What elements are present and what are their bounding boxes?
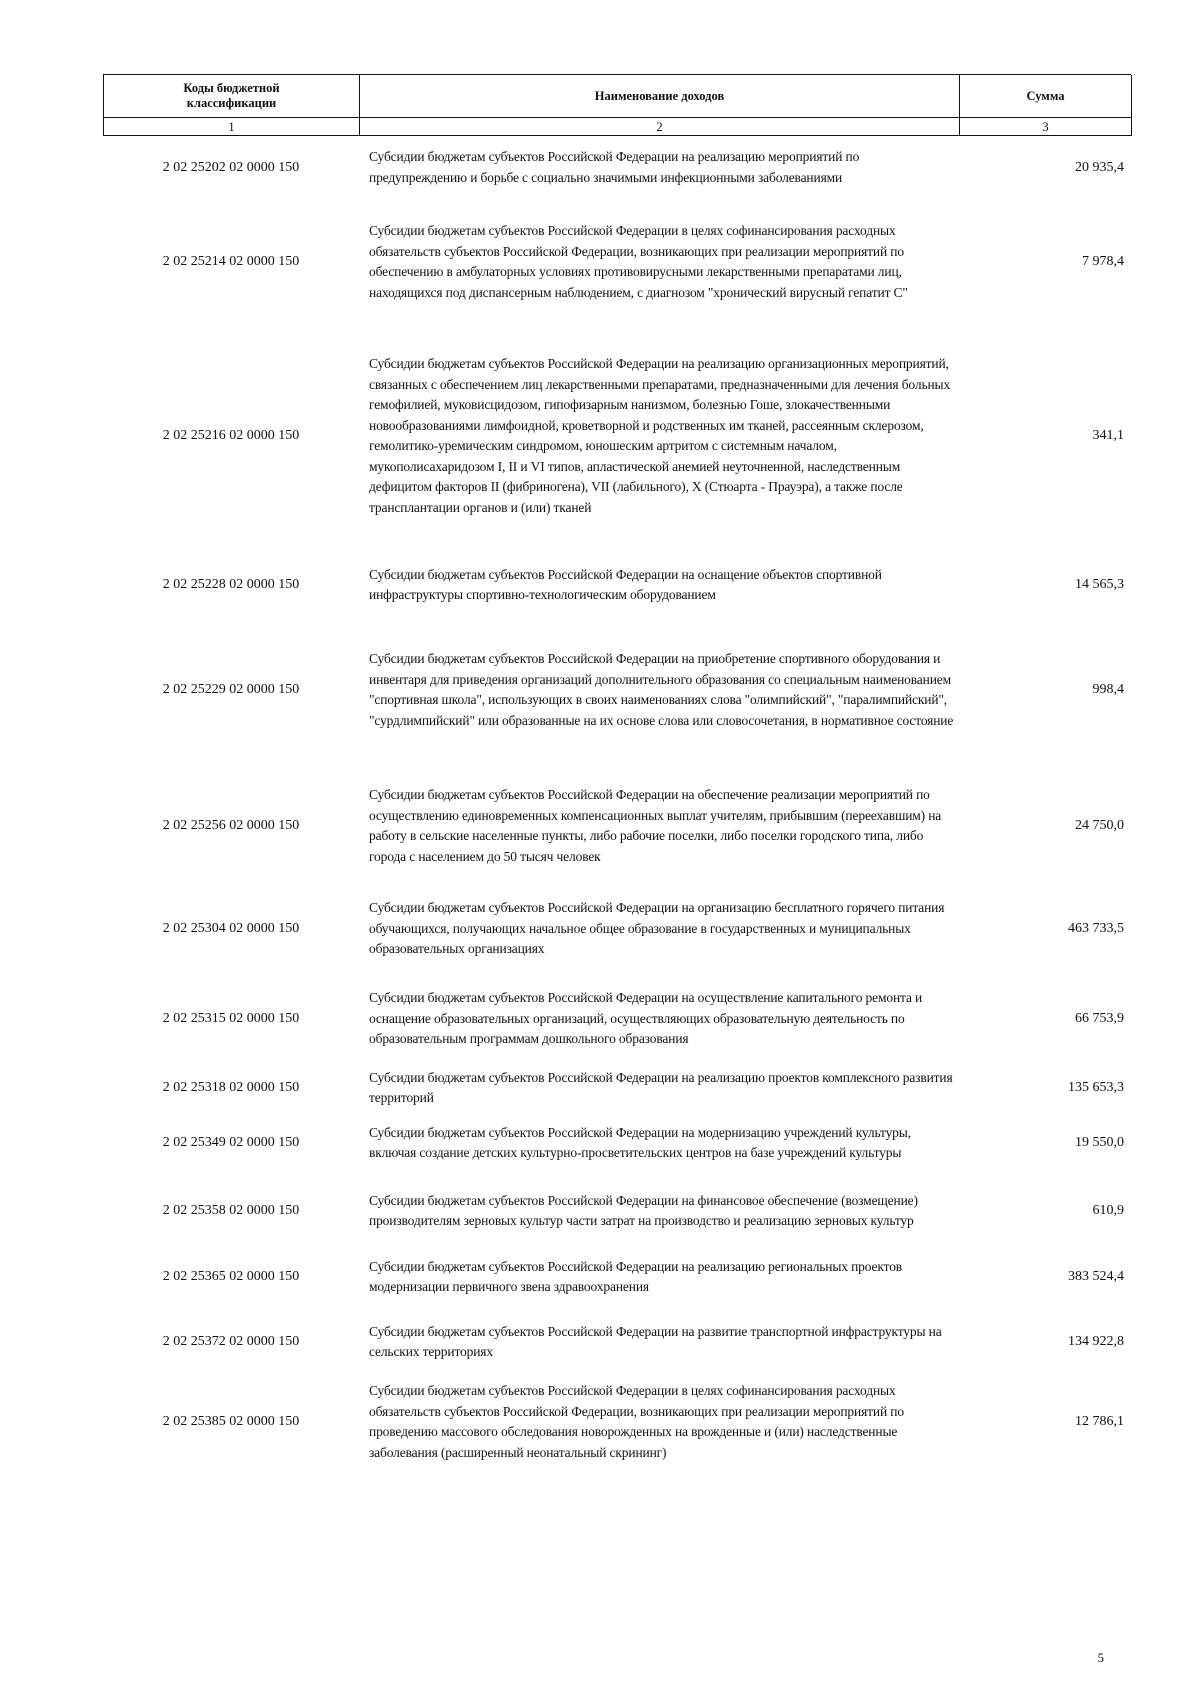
row-code: 2 02 25385 02 0000 150 xyxy=(162,1414,300,1429)
table-row xyxy=(103,562,1131,608)
row-name: Субсидии бюджетам субъектов Российской Федерации на приобретение спортивного оборудования и инвентаря для приведения организаций дополнительного образования со специальным наименованием "спортивная школа", использующих в своих наименованиях слова "олимпийский", "паралимпийский", "сурдлимпийский" или образованные на их основе слова или словосочетания, в нормативное состояние xyxy=(369,651,954,728)
table-row xyxy=(103,1110,1131,1176)
row-code: 2 02 25304 02 0000 150 xyxy=(162,921,300,936)
row-sum: 20 935,4 xyxy=(1075,159,1124,175)
row-code: 2 02 25372 02 0000 150 xyxy=(162,1334,300,1349)
row-name: Субсидии бюджетам субъектов Российской Федерации на реализацию региональных проектов модернизации первичного звена здравоохранения xyxy=(369,1258,903,1294)
row-code: 2 02 25318 02 0000 150 xyxy=(162,1080,300,1095)
row-code: 2 02 25365 02 0000 150 xyxy=(162,1269,300,1284)
row-sum: 134 922,8 xyxy=(1068,1334,1124,1349)
table-row xyxy=(103,136,1131,199)
page-number: 5 xyxy=(1097,1650,1104,1665)
row-code: 2 02 25315 02 0000 150 xyxy=(162,1011,300,1026)
row-code: 2 02 25349 02 0000 150 xyxy=(162,1135,300,1150)
header-number-code: 1 xyxy=(104,118,360,136)
row-name: Субсидии бюджетам субъектов Российской Федерации на реализацию проектов комплексного развития территорий xyxy=(369,1069,953,1105)
row-sum: 135 653,3 xyxy=(1068,1080,1124,1095)
row-sum: 341,1 xyxy=(1092,428,1124,443)
table-row xyxy=(103,1254,1131,1300)
row-name: Субсидии бюджетам субъектов Российской Федерации на развитие транспортной инфраструктуры на сельских территориях xyxy=(369,1323,942,1359)
table-header xyxy=(103,74,1131,136)
header-name: Наименование доходов xyxy=(360,75,960,118)
revenue-table xyxy=(103,74,1131,1460)
row-name: Субсидии бюджетам субъектов Российской Федерации на обеспечение реализации мероприятий по осуществлению единовременных компенсационных выплат учителям, прибывшим (переехавшим) на работу в сельские населенные пункты, либо рабочие поселки, либо поселки городского типа, либо города с населением до 50 тысяч человек xyxy=(369,787,942,864)
row-code: 2 02 25202 02 0000 150 xyxy=(162,159,300,175)
row-sum: 463 733,5 xyxy=(1068,921,1124,936)
header-code: Коды бюджетной классификации xyxy=(104,75,360,118)
row-sum: 14 565,3 xyxy=(1075,577,1124,592)
row-sum: 19 550,0 xyxy=(1075,1135,1124,1150)
row-sum: 24 750,0 xyxy=(1075,818,1124,833)
row-sum: 998,4 xyxy=(1092,682,1124,697)
table-row xyxy=(103,200,1131,324)
row-name: Субсидии бюджетам субъектов Российской Федерации в целях софинансирования расходных обязательств субъектов Российской Федерации, возникающих при реализации мероприятий по обеспечению в амбулаторных условиях противовирусными лекарственными препаратами лиц, находящихся под диспансерным наблюдением, с диагнозом "хронический вирусный гепатит C" xyxy=(369,223,908,300)
table-row xyxy=(103,628,1131,752)
row-name: Субсидии бюджетам субъектов Российской Федерации на осуществление капитального ремонта и оснащение образовательных организаций, осуществляющих образовательную деятельность по образовательным программам дошкольного образования xyxy=(369,990,923,1047)
row-name: Субсидии бюджетам субъектов Российской Федерации на реализацию мероприятий по предупреждению и борьбе с социально значимыми инфекционными заболеваниями xyxy=(369,149,860,185)
row-name: Субсидии бюджетам субъектов Российской Федерации на организацию бесплатного горячего питания обучающихся, получающих начальное общее образование в государственных и муниципальных образовательных организациях xyxy=(369,900,945,957)
row-sum: 383 524,4 xyxy=(1068,1269,1124,1284)
table-row xyxy=(103,1319,1131,1365)
row-code: 2 02 25229 02 0000 150 xyxy=(162,682,300,697)
row-name: Субсидии бюджетам субъектов Российской Федерации на оснащение объектов спортивной инфраструктуры спортивно-технологическим оборудованием xyxy=(369,566,882,602)
header-number-name: 2 xyxy=(360,118,960,136)
table-row xyxy=(103,976,1131,1062)
row-code: 2 02 25256 02 0000 150 xyxy=(162,818,300,833)
row-sum: 66 753,9 xyxy=(1075,1011,1124,1026)
row-sum: 7 978,4 xyxy=(1082,254,1124,269)
row-name: Субсидии бюджетам субъектов Российской Федерации на реализацию организационных мероприятий, связанных с обеспечением лиц лекарственными препаратами, предназначенными для лечения больных гемофилией, муковисцидозом, гипофизарным нанизмом, болезнью Гоше, злокачественными новообразованиями лимфоидной, кроветворной и родственных им тканей, рассеянным склерозом, гемолитико-уремическим синдромом, юношеским артритом с системным началом, мукополисахаридозом I, II и VI типов, апластической анемией неуточненной, наследственным дефицитом факторов II (фибриногена), VII (лабильного), X (Стюарта - Прауэра), а также после трансплантации органов и (или) тканей xyxy=(369,356,951,515)
row-sum: 610,9 xyxy=(1092,1203,1124,1218)
table-row xyxy=(103,1370,1131,1474)
table-row xyxy=(103,1178,1131,1244)
table-row xyxy=(103,336,1131,536)
table-row xyxy=(103,886,1131,972)
row-name: Субсидии бюджетам субъектов Российской Федерации на модернизацию учреждений культуры, включая создание детских культурно-просветительских центров на базе учреждений культуры xyxy=(369,1124,911,1160)
row-name: Субсидии бюджетам субъектов Российской Федерации в целях софинансирования расходных обязательств субъектов Российской Федерации, возникающих при реализации мероприятий по проведению массового обследования новорожденных на врожденные и (или) наследственные заболевания (расширенный неонатальный скрининг) xyxy=(369,1383,904,1460)
header-sum: Сумма xyxy=(960,75,1132,118)
row-code: 2 02 25358 02 0000 150 xyxy=(162,1203,300,1218)
row-sum: 12 786,1 xyxy=(1075,1414,1124,1429)
header-number-sum: 3 xyxy=(960,118,1132,136)
table-row xyxy=(103,774,1131,878)
row-name: Субсидии бюджетам субъектов Российской Федерации на финансовое обеспечение (возмещение) производителям зерновых культур части затрат на производство и реализацию зерновых культур xyxy=(369,1192,918,1228)
table-row xyxy=(103,1066,1131,1110)
row-code: 2 02 25228 02 0000 150 xyxy=(162,577,300,592)
row-code: 2 02 25214 02 0000 150 xyxy=(162,254,300,269)
row-code: 2 02 25216 02 0000 150 xyxy=(162,428,300,443)
